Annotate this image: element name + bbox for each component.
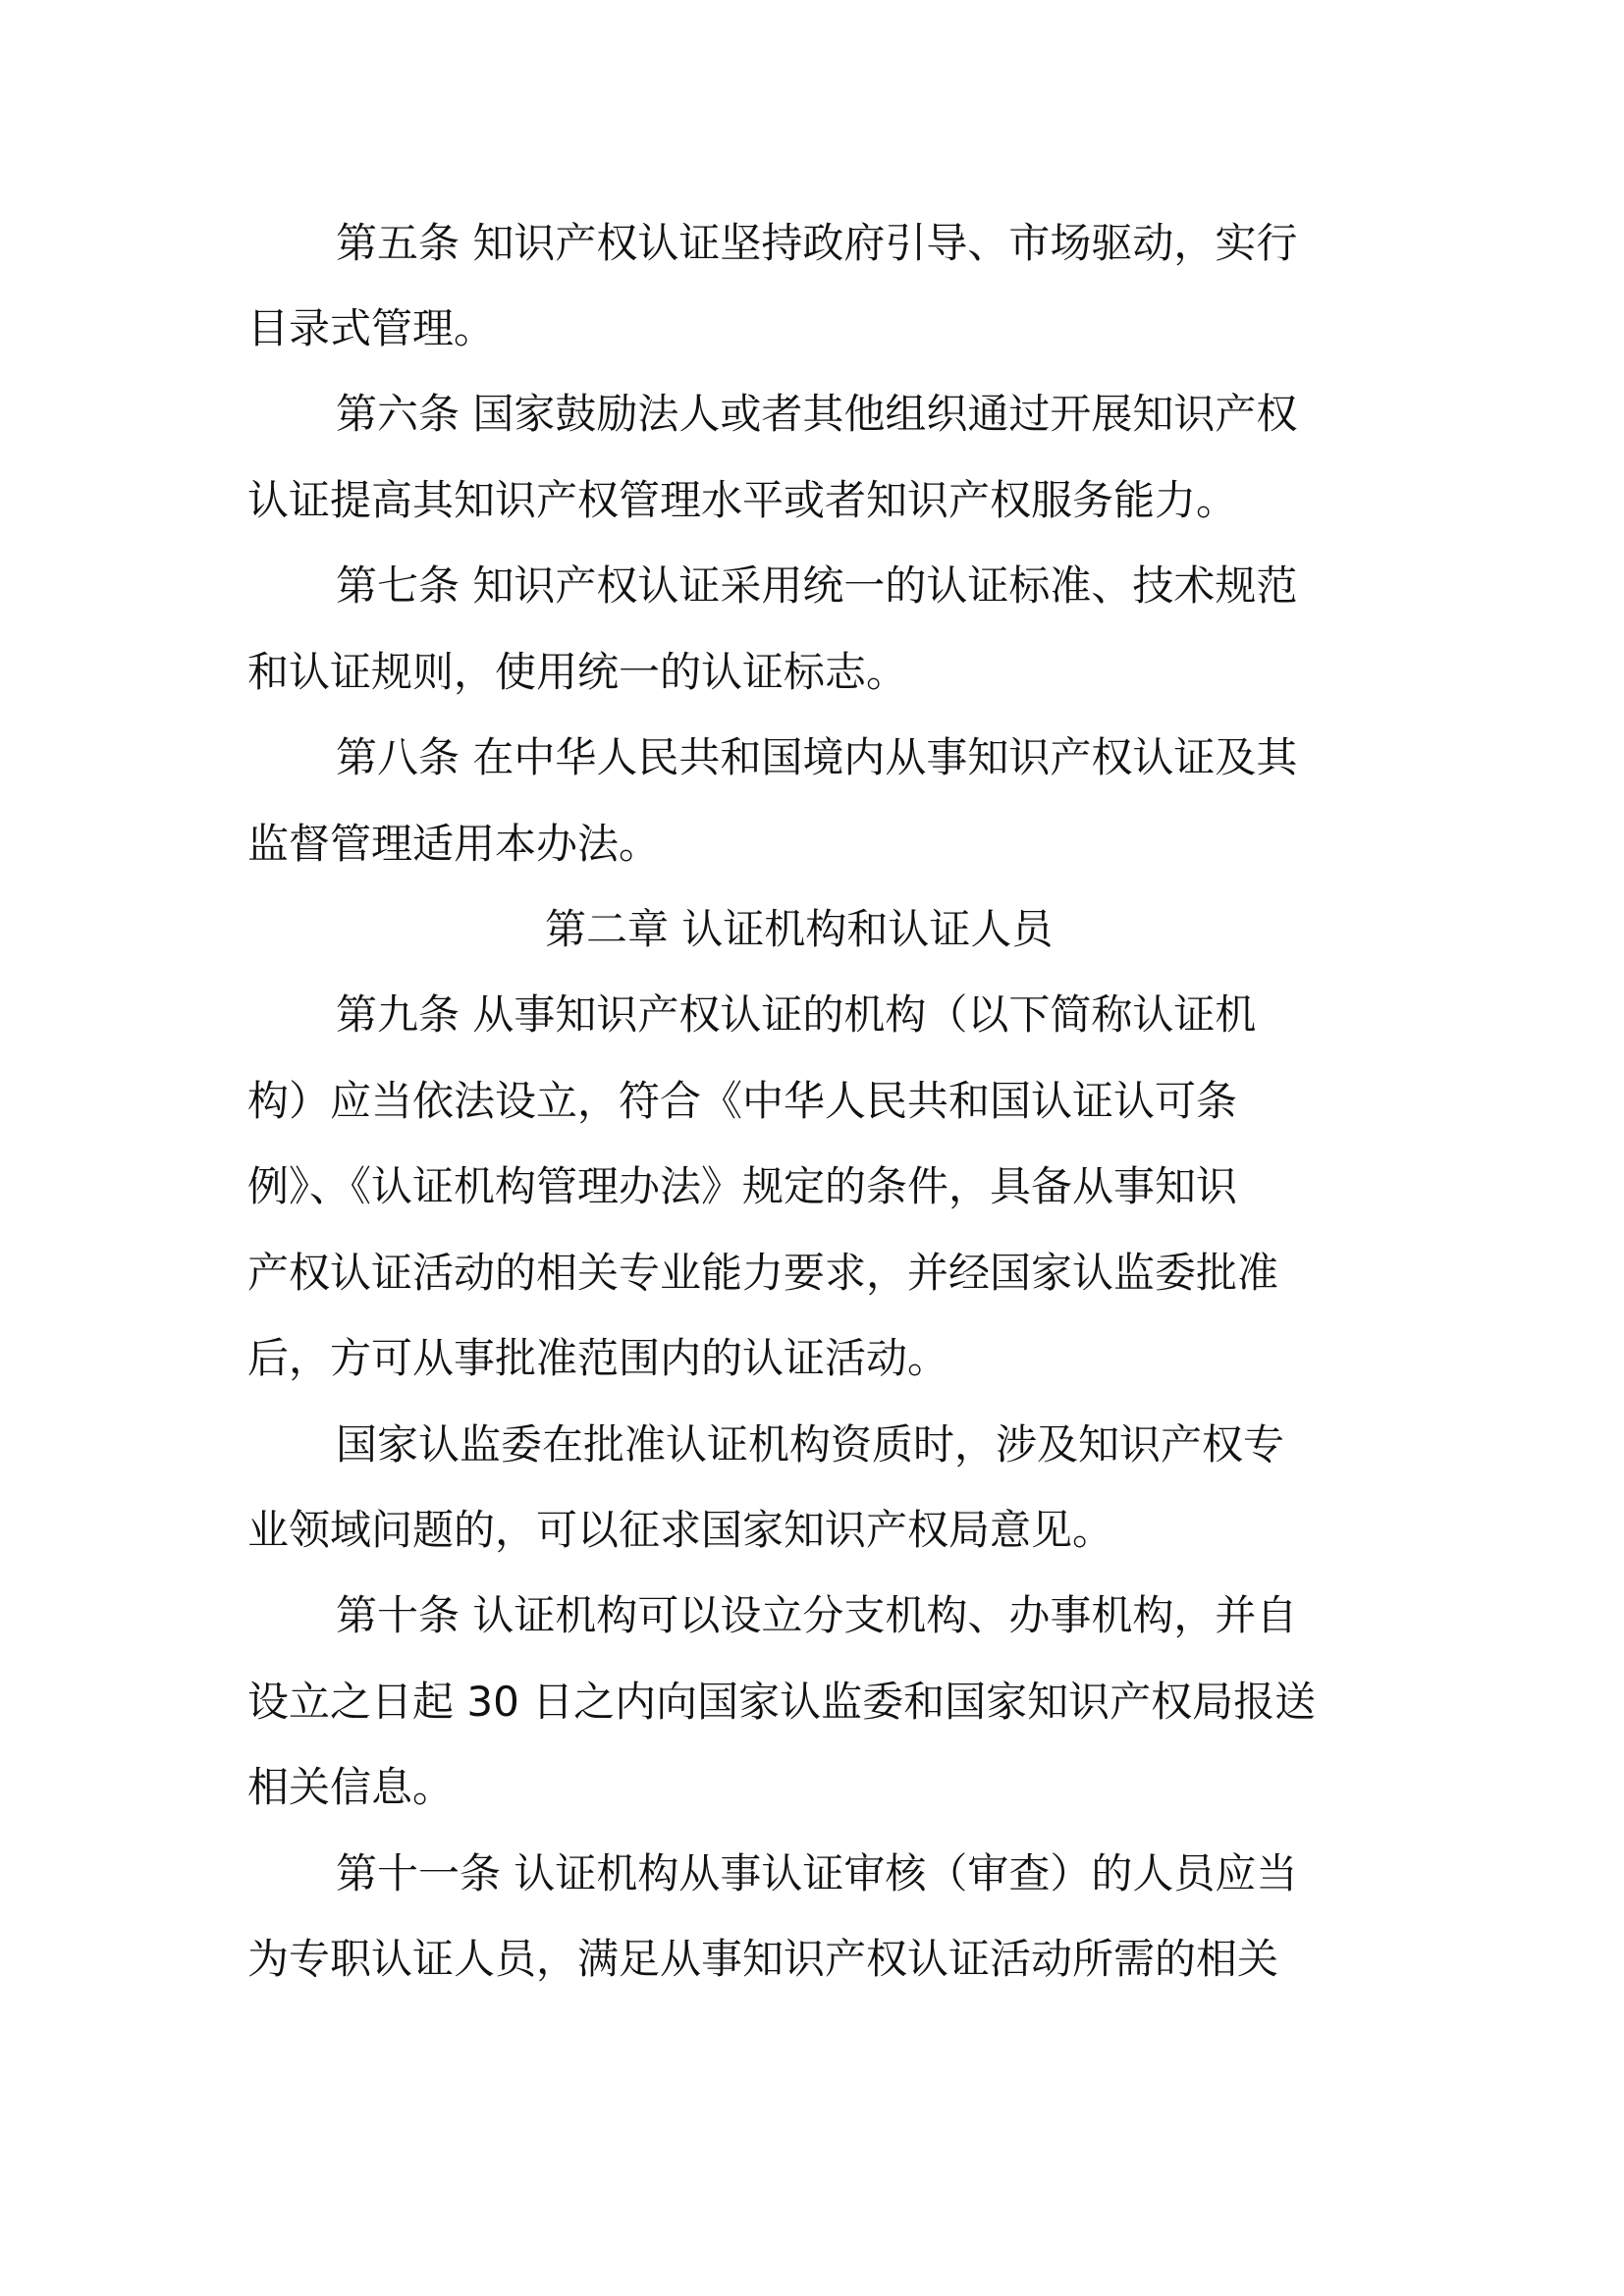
text-line: 设立之日起 30 日之内向国家认监委和国家知识产权局报送 bbox=[247, 1678, 1317, 1726]
text-line: 目录式管理。 bbox=[247, 304, 496, 352]
text-line: 相关信息。 bbox=[247, 1763, 455, 1811]
text-line: 第十一条 认证机构从事认证审核（审查）的人员应当 bbox=[336, 1849, 1298, 1897]
text-line: 为专职认证人员，满足从事知识产权认证活动所需的相关 bbox=[247, 1935, 1279, 1983]
text-line: 第五条 知识产权认证坚持政府引导、市场驱动，实行 bbox=[336, 219, 1298, 267]
text-line: 构）应当依法设立，符合《中华人民共和国认证认可条 bbox=[247, 1077, 1238, 1125]
text-line: 国家认监委在批准认证机构资质时，涉及知识产权专 bbox=[336, 1420, 1285, 1468]
text-line: 第七条 知识产权认证采用统一的认证标准、技术规范 bbox=[336, 561, 1298, 610]
text-line: 后，方可从事批准范围内的认证活动。 bbox=[247, 1334, 949, 1382]
text-line: 第十条 认证机构可以设立分支机构、办事机构，并自 bbox=[336, 1591, 1298, 1639]
text-line: 认证提高其知识产权管理水平或者知识产权服务能力。 bbox=[247, 476, 1238, 524]
text-line: 业领域问题的，可以征求国家知识产权局意见。 bbox=[247, 1506, 1114, 1554]
text-line: 产权认证活动的相关专业能力要求，并经国家认监委批准 bbox=[247, 1249, 1279, 1297]
chapter-heading: 第二章 认证机构和认证人员 bbox=[545, 905, 1054, 953]
text-line: 和认证规则，使用统一的认证标志。 bbox=[247, 648, 908, 696]
text-line: 监督管理适用本办法。 bbox=[247, 820, 661, 868]
text-line: 第九条 从事知识产权认证的机构（以下简称认证机 bbox=[336, 990, 1257, 1039]
text-line: 例》、《认证机构管理办法》规定的条件，具备从事知识 bbox=[247, 1162, 1238, 1210]
text-line: 第八条 在中华人民共和国境内从事知识产权认证及其 bbox=[336, 733, 1298, 781]
text-line: 第六条 国家鼓励法人或者其他组织通过开展知识产权 bbox=[336, 390, 1298, 438]
